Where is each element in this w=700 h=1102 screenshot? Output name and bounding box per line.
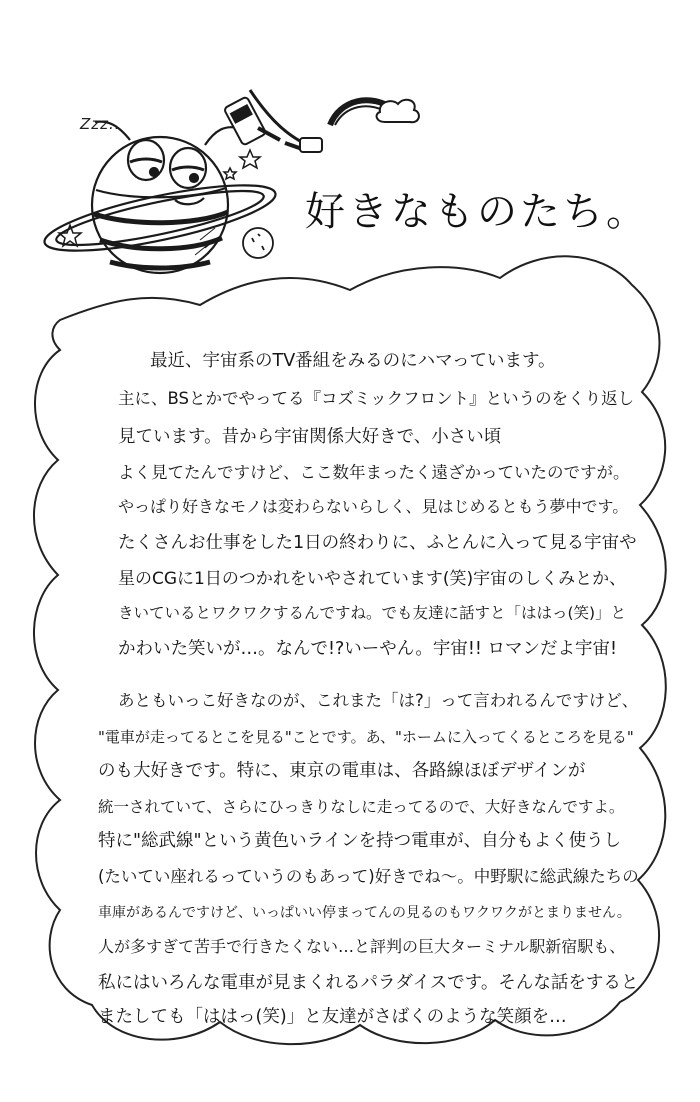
text-line: またしても「ははっ(笑)」と友達がさばくのような笑顔を…: [98, 1007, 567, 1027]
text-line: やっぱり好きなモノは変わらないらしく、見はじめるともう夢中です。: [118, 497, 629, 516]
text-line: 統一されていて、さらにひっきりなしに走ってるので、大好きなんですよ。: [98, 798, 625, 816]
text-line: きいているとワクワクするんですね。でも友達に話すと「ははっ(笑)」と: [118, 604, 627, 622]
text-line: 星のCGに1日のつかれをいやされています(笑)宇宙のしくみとか、: [118, 569, 627, 589]
text-line: 見ています。昔から宇宙関係大好きで、小さい頃: [118, 427, 502, 447]
text-line: "電車が走ってるとこを見る"ことです。あ、"ホームに入ってくるところを見る": [98, 728, 634, 746]
text-line: 人が多すぎて苦手で行きたくない…と評判の巨大ターミナル駅新宿駅も、: [98, 937, 626, 956]
train-icon: [224, 90, 322, 152]
moon-icon: [243, 228, 273, 258]
page-title: 好きなものたち。: [305, 189, 649, 235]
text-line: よく見てたんですけど、ここ数年まったく遠ざかっていたのですが。: [118, 463, 630, 482]
rainbow-cloud-icon: [330, 100, 419, 125]
text-line: 最近、宇宙系のTV番組をみるのにハマっています。: [150, 351, 556, 371]
text-line: 車庫があるんですけど、いっぱいい停まってんの見るのもワクワクがとまりません。: [98, 905, 631, 921]
text-line: のも大好きです。特に、東京の電車は、各路線ほぼデザインが: [98, 761, 586, 781]
text-line: 特に"総武線"という黄色いラインを持つ電車が、自分もよく使うし: [98, 831, 622, 851]
sleep-text: Zzz..: [80, 115, 121, 133]
text-line: たくさんお仕事をした1日の終わりに、ふとんに入って見る宇宙や: [118, 533, 637, 553]
text-line: かわいた笑いが…。なんで!?いーやん。宇宙!! ロマンだよ宇宙!: [118, 639, 617, 659]
text-line: あともいっこ好きなのが、これまた「は?」って言われるんですけど、: [118, 691, 639, 710]
text-line: 主に、BSとかでやってる『コズミックフロント』というのをくり返し: [118, 389, 635, 408]
text-line: (たいてい座れるっていうのもあって)好きでね〜。中野駅に総武線たちの: [98, 867, 639, 886]
text-line: 私にはいろんな電車が見まくれるパラダイスです。そんな話をすると: [98, 973, 639, 993]
